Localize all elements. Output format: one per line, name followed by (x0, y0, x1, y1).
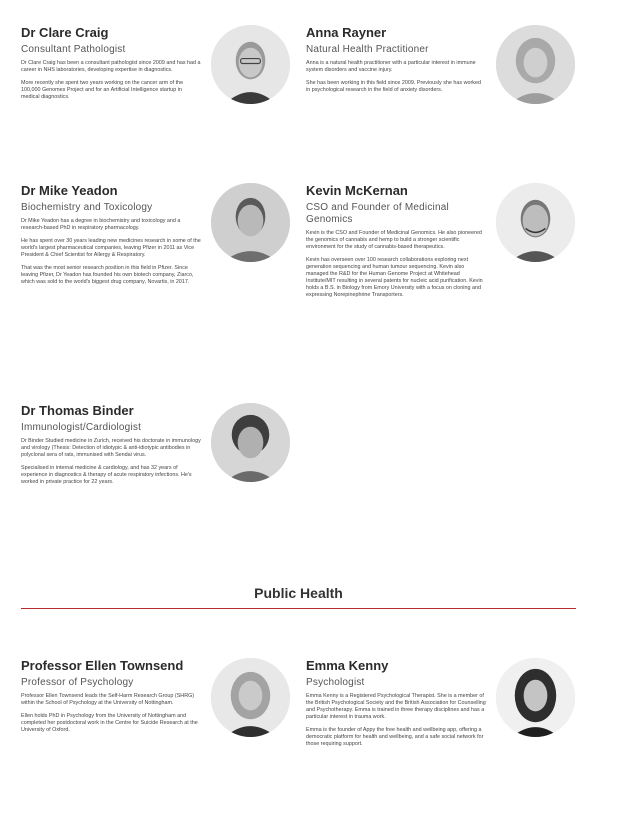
profile-role: Professor of Psychology (21, 677, 134, 688)
profile-role: CSO and Founder of Medicinal Genomics (306, 202, 449, 225)
avatar (211, 403, 290, 482)
profile-name: Kevin McKernan (306, 183, 408, 198)
avatar (496, 183, 575, 262)
avatar (211, 658, 290, 737)
portrait-photo-icon (496, 658, 575, 737)
bio-paragraph: More recently she spent two years working on the cancer arm of the 100,000 Genomes Project and for an Artificial Intelligence startup in medical diagnostics. (21, 80, 184, 100)
avatar (496, 25, 575, 104)
section-divider (21, 608, 576, 609)
profile-bio (306, 693, 486, 748)
bio-paragraph: Kevin has overseen over 100 research collaborations exploring next generation sequencing and human tumour sequencing. Kevin also managed the R&D for the Human Genome Project at Whitehead Institute/MIT resulting in several patents for nucleic acid purification. Kevin holds a B.S. in Biology from Emory University with a focus on cloning and expressing Norepinephrine Transporters. (306, 257, 483, 298)
portrait-photo-icon (496, 183, 575, 262)
bio-paragraph: Emma is the founder of Appy the free health and wellbeing app, offering a democratic platform for health and wellbeing, and a safe social network for those requiring support. (306, 727, 484, 747)
avatar (496, 658, 575, 737)
portrait-photo-icon (211, 658, 290, 737)
bio-paragraph: She has been working in this field since 2009. Previously she has worked in psychological research in the field of anxiety disorders. (306, 80, 481, 93)
portrait-photo-icon (211, 183, 290, 262)
bio-paragraph: He has spent over 30 years leading new medicines research in some of the world's largest pharmaceutical companies, leaving Pfizer in 2011 as Vice President & Chief Scientist for Allergy & Respiratory. (21, 238, 201, 258)
portrait-photo-icon (211, 403, 290, 482)
section-title: Public Health (254, 585, 343, 601)
portrait-photo-icon (211, 25, 290, 104)
bio-paragraph: Dr Binder Studied medicine in Zurich, received his doctorate in immunology and virology (Thesis: Detection of idiotypic & anti-idiotypic antibodies in polyclonal sera of rats, immunised with Sendai virus. (21, 438, 201, 458)
bio-paragraph: Dr Mike Yeadon has a degree in biochemistry and toxicology and a research-based PhD in respiratory pharmacology. (21, 218, 181, 231)
portrait-photo-icon (496, 25, 575, 104)
profile-name: Anna Rayner (306, 25, 387, 40)
profile-name: Dr Mike Yeadon (21, 183, 118, 198)
bio-paragraph: Professor Ellen Townsend leads the Self-Harm Research Group (SHRG) within the School of Psychology at the University of Nottingham. (21, 693, 195, 706)
profile-bio (21, 438, 201, 486)
bio-paragraph: Emma Kenny is a Registered Psychological Therapist. She is a member of the British Psychological Society and the British Association for Counselling and Psychotherapy. Emma is trained in three therapy disciplines and has a particular interest in trauma work. (306, 693, 486, 720)
bio-paragraph: Ellen holds PhD in Psychology from the University of Nottingham and completed her postdoctoral work in the Centre for Suicide Research at the University of Oxford. (21, 713, 198, 733)
profile-role: Consultant Pathologist (21, 44, 126, 55)
bio-paragraph: Anna is a natural health practitioner with a particular interest in immune system disorders and vaccine injury. (306, 60, 476, 73)
bio-paragraph: Specialised in internal medicine & cardiology, and has 32 years of experience in diagnostics & therapy of acute respiratory infections. He's worked in private practice for 22 years. (21, 465, 192, 485)
avatar (211, 25, 290, 104)
bio-paragraph: Kevin is the CSO and Founder of Medicinal Genomics. He also pioneered the genomics of cannabis and hemp to build a stronger scientific environment for the study of cannabis-based therapeutics. (306, 230, 482, 250)
profile-role: Psychologist (306, 677, 365, 688)
profile-role: Immunologist/Cardiologist (21, 422, 142, 433)
profile-role: Natural Health Practitioner (306, 44, 429, 55)
profile-bio (306, 230, 486, 299)
profile-name: Dr Thomas Binder (21, 403, 134, 418)
avatar (211, 183, 290, 262)
profile-bio (306, 60, 486, 94)
profile-role: Biochemistry and Toxicology (21, 202, 153, 213)
profile-name: Dr Clare Craig (21, 25, 109, 40)
profile-bio (21, 218, 201, 286)
profile-name: Professor Ellen Townsend (21, 658, 184, 673)
profile-name: Emma Kenny (306, 658, 389, 673)
profile-bio (21, 693, 201, 734)
profile-bio (21, 60, 201, 101)
bio-paragraph: That was the most senior research position in this field in Pfizer. Since leaving Pfizer, Dr Yeadon has founded his own biotech company, Ziarco, which was sold to the world's biggest drug company, Novartis, in 2017. (21, 265, 194, 285)
bio-paragraph: Dr Clare Craig has been a consultant pathologist since 2009 and has had a career in NHS laboratories, developing expertise in diagnostics. (21, 60, 201, 73)
